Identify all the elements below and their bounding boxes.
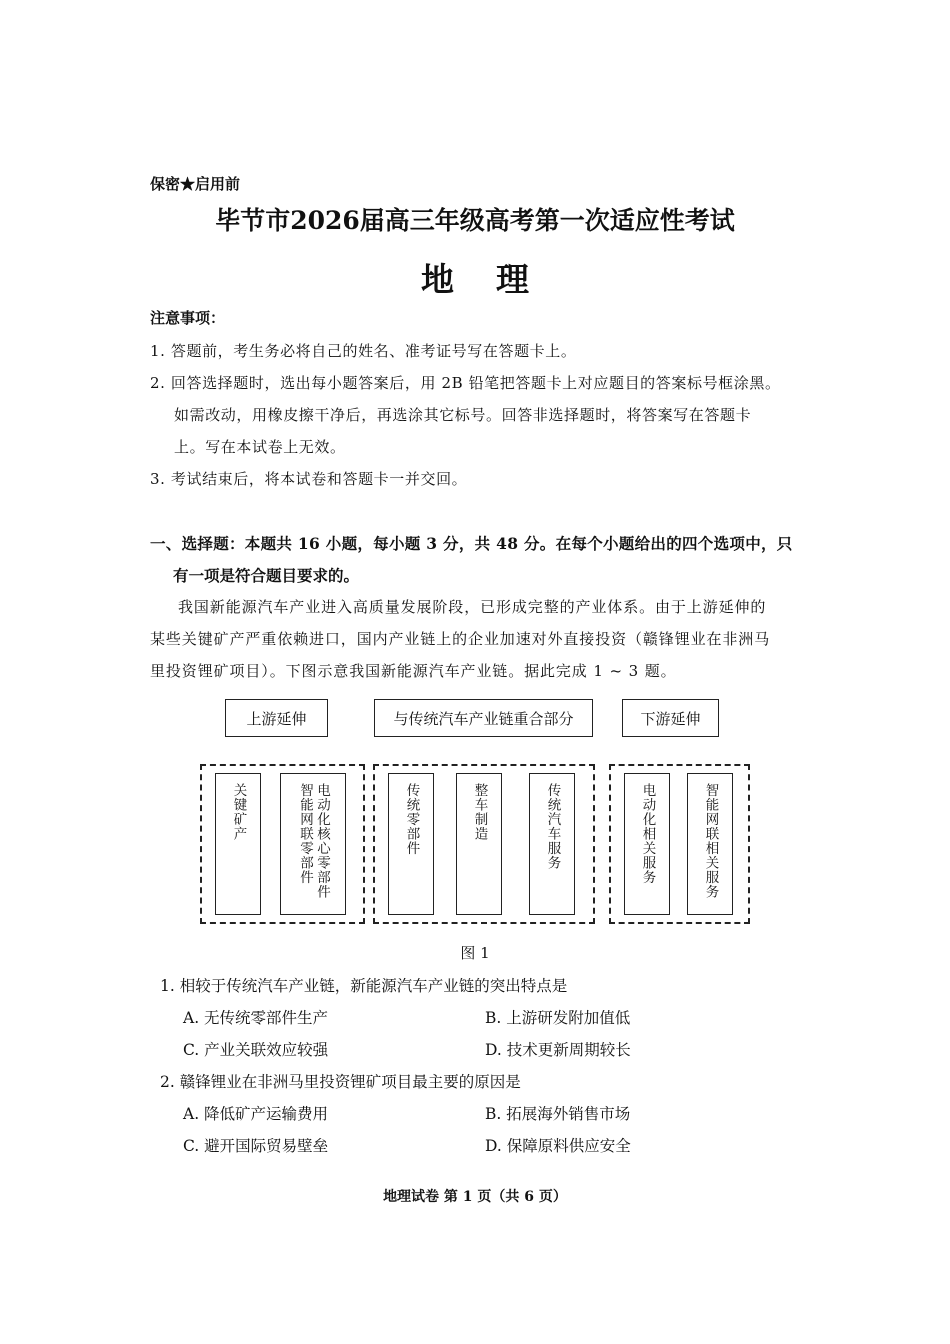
node-ev-service-label: 电动化相关服务 [639, 783, 656, 885]
page-footer: 地理试卷 第 1 页（共 6 页） [383, 1189, 567, 1205]
question-1-stem: 1. 相较于传统汽车产业链，新能源汽车产业链的突出特点是 [160, 977, 568, 995]
top-box-overlap [374, 699, 593, 737]
question-2-option-a: A. 降低矿产运输费用 [183, 1105, 329, 1123]
top-box-upstream-label: 上游延伸 [246, 709, 307, 728]
question-2-option-c: C. 避开国际贸易壁垒 [183, 1137, 329, 1155]
node-ev-service [624, 773, 670, 915]
exam-title: 毕节市2026届高三年级高考第一次适应性考试 [215, 206, 735, 235]
question-2-option-d: D. 保障原料供应安全 [485, 1137, 631, 1155]
question-2-stem: 2. 赣锋锂业在非洲马里投资锂矿项目最主要的原因是 [160, 1073, 521, 1091]
notice-item-3: 3. 考试结束后，将本试卷和答题卡一并交回。 [150, 470, 468, 488]
node-key-minerals [215, 773, 261, 915]
intro-line-1: 我国新能源汽车产业进入高质量发展阶段，已形成完整的产业体系。由于上游延伸的 [178, 598, 767, 616]
top-box-downstream-label: 下游延伸 [640, 709, 701, 728]
notice-item-2-cont2: 上。写在本试卷上无效。 [174, 438, 346, 456]
question-1-option-a: A. 无传统零部件生产 [183, 1009, 329, 1027]
node-key-minerals-label: 关键矿产 [230, 783, 247, 841]
node-smart-parts-label: 智能网联零部件 [297, 783, 313, 885]
subject-title: 地理 [421, 260, 571, 299]
node-traditional-parts-label: 传统零部件 [403, 783, 420, 856]
notice-item-2-cont: 如需改动，用橡皮擦干净后，再选涂其它标号。回答非选择题时，将答案写在答题卡 [174, 406, 752, 424]
industry-chain-diagram [195, 695, 760, 930]
top-box-downstream [622, 699, 719, 737]
confidential-label: 保密★启用前 [150, 175, 241, 193]
intro-line-2: 某些关键矿产严重依赖进口，国内产业链上的企业加速对外直接投资（赣锋锂业在非洲马 [150, 630, 771, 648]
node-smart-service [687, 773, 733, 915]
node-traditional-service [529, 773, 575, 915]
top-box-overlap-label: 与传统汽车产业链重合部分 [393, 709, 574, 728]
question-1-option-d: D. 技术更新周期较长 [485, 1041, 631, 1059]
node-vehicle-manufacturing-label: 整车制造 [471, 783, 488, 841]
node-traditional-parts [388, 773, 434, 915]
node-ev-core-parts-label: 电动化核心零部件 [314, 783, 330, 899]
figure-caption: 图 1 [460, 944, 490, 962]
question-1-option-c: C. 产业关联效应较强 [183, 1041, 329, 1059]
top-box-upstream [225, 699, 328, 737]
node-smart-service-label: 智能网联相关服务 [702, 783, 719, 899]
intro-line-3: 里投资锂矿项目）。下图示意我国新能源汽车产业链。据此完成 1 ~ 3 题。 [150, 662, 677, 680]
section-heading: 一、选择题：本题共 16 小题，每小题 3 分，共 48 分。在每个小题给出的四个选项中，只 [150, 534, 793, 553]
question-2-option-b: B. 拓展海外销售市场 [485, 1105, 631, 1123]
question-1-option-b: B. 上游研发附加值低 [485, 1009, 631, 1027]
section-heading-cont: 有一项是符合题目要求的。 [173, 566, 360, 585]
notice-item-1: 1. 答题前，考生务必将自己的姓名、准考证号写在答题卡上。 [150, 342, 577, 360]
notice-item-2: 2. 回答选择题时，选出每小题答案后，用 2B 铅笔把答题卡上对应题目的答案标号框涂黑。 [150, 374, 781, 392]
notice-heading: 注意事项： [150, 309, 226, 327]
node-vehicle-manufacturing [456, 773, 502, 915]
node-traditional-service-label: 传统汽车服务 [544, 783, 561, 870]
node-smart-ev-parts [280, 773, 346, 915]
